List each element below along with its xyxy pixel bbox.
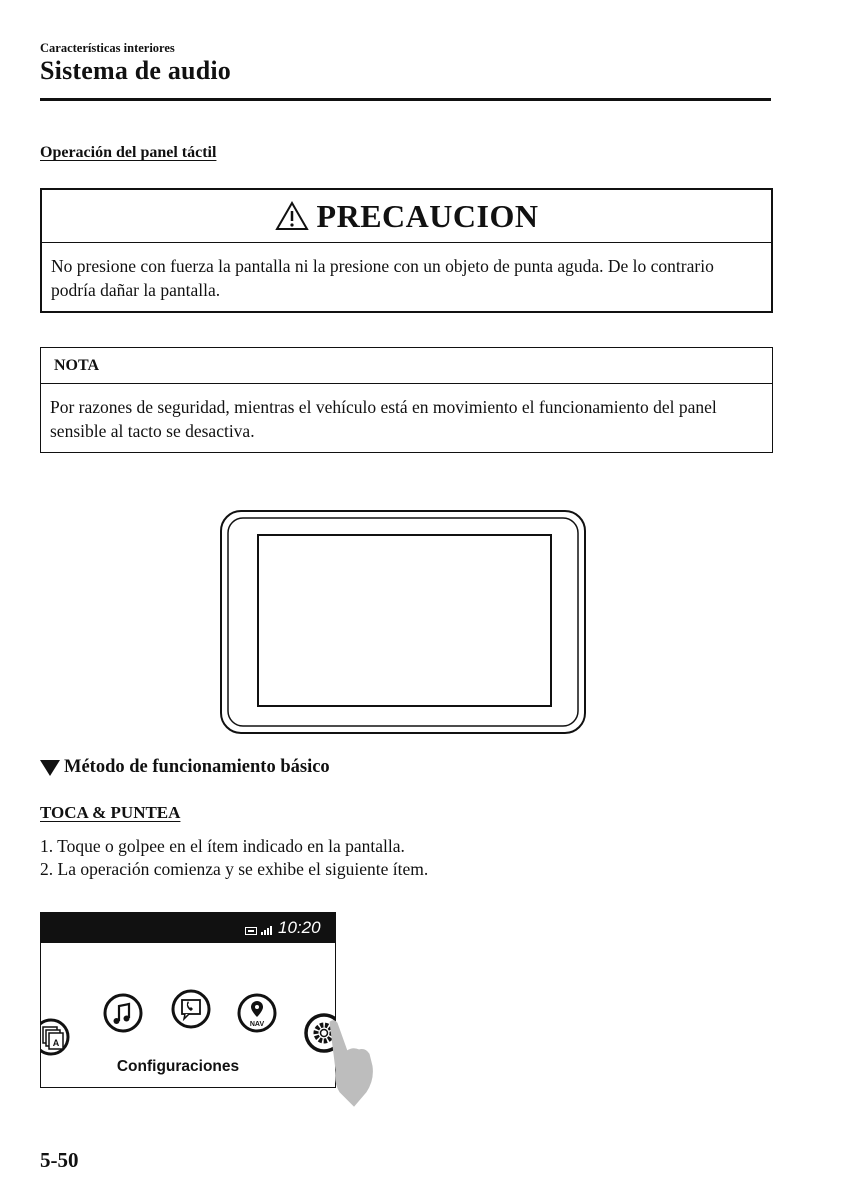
warning-triangle-icon — [275, 201, 309, 231]
battery-icon — [245, 927, 257, 935]
step-2: 2. La operación comienza y se exhibe el siguiente ítem. — [40, 859, 429, 879]
title-rule — [40, 98, 771, 101]
note-text: Por razones de seguridad, mientras el vehículo está en movimiento el funcionamiento del panel sensible al tacto se desactiva. — [50, 397, 717, 441]
settings-label: Configuraciones — [116, 1058, 240, 1075]
caution-text: No presione con fuerza la pantalla ni la presione con un objeto de punta aguda. De lo contrario podría dañar la pantalla. — [51, 256, 714, 300]
page-number: 5-50 — [40, 1148, 79, 1172]
subsection-heading: Operación del panel táctil — [40, 144, 217, 161]
caution-box — [40, 188, 773, 313]
note-box — [40, 347, 773, 453]
page-title: Sistema de audio — [40, 56, 232, 85]
applications-icon[interactable] — [40, 1017, 73, 1057]
pointing-hand-icon — [326, 1018, 374, 1108]
nav-icon[interactable] — [237, 993, 277, 1033]
note-header — [41, 348, 772, 384]
touchscreen-illustration — [219, 509, 587, 735]
section-label: Características interiores — [40, 41, 175, 55]
section-heading — [40, 757, 330, 778]
toca-heading: TOCA & PUNTEA — [40, 803, 181, 822]
caution-header — [42, 190, 771, 243]
phone-icon[interactable] — [171, 989, 211, 1029]
caution-title: PRECAUCION — [316, 197, 539, 234]
section-heading-text: Método de funcionamiento básico — [64, 757, 330, 777]
signal-icon — [261, 926, 273, 935]
music-icon[interactable] — [103, 993, 143, 1033]
app-badge: A — [52, 1038, 60, 1048]
step-1: 1. Toque o golpee en el ítem indicado en la pantalla. — [40, 836, 405, 856]
ui-screen-example — [40, 912, 336, 1088]
note-title: NOTA — [54, 356, 100, 374]
nav-badge: NAV — [249, 1021, 265, 1028]
down-triangle-icon — [40, 760, 60, 776]
clock: 10:20 — [278, 918, 321, 937]
status-bar — [41, 913, 335, 943]
